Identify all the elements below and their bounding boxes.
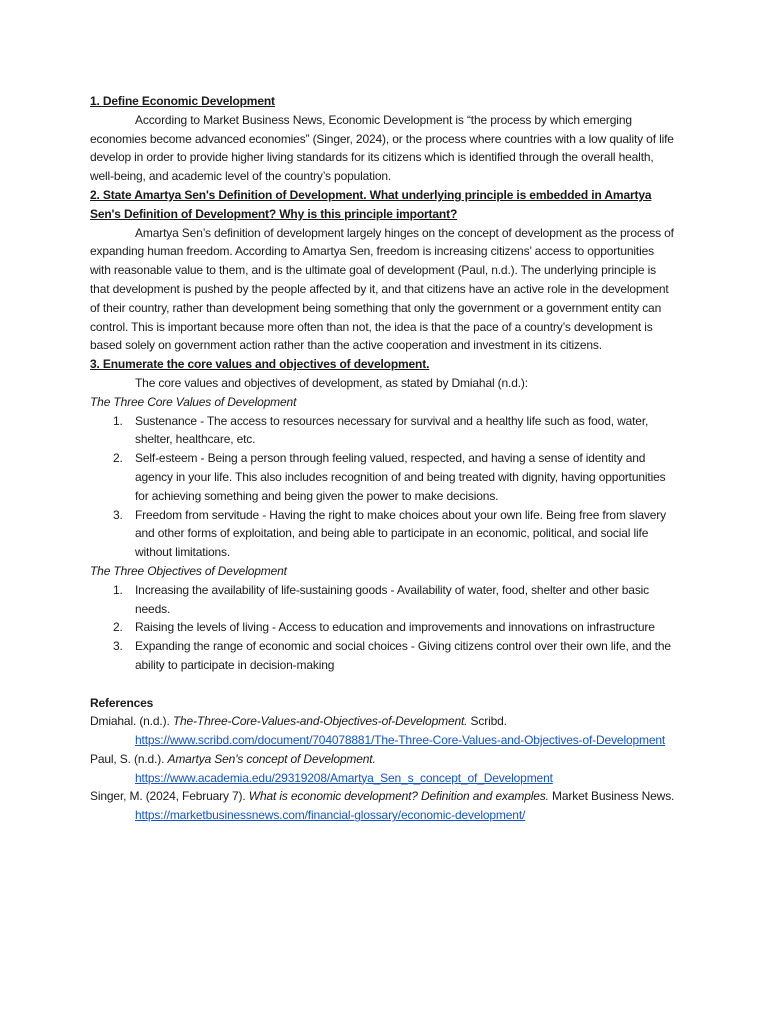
reference-publisher: Market Business News. (548, 789, 675, 804)
list-item-text: Raising the levels of living - Access to education and improvements and innovations on infrastructure (135, 620, 655, 635)
document-page (90, 92, 676, 825)
list-number: 3. (113, 639, 123, 654)
core-values-list (90, 412, 676, 562)
reference-author: Dmiahal. (n.d.). (90, 714, 173, 729)
reference-title: The-Three-Core-Values-and-Objectives-of-Development. (172, 714, 468, 729)
reference-publisher: Scribd. (467, 714, 507, 729)
list-number: 1. (113, 413, 123, 428)
objectives-list (90, 581, 676, 675)
reference-entry (90, 712, 676, 750)
list-item (113, 506, 676, 562)
list-item-text: Expanding the range of economic and social choices - Giving citizens control over their own life, and the ability to participate in decision-making (135, 639, 671, 672)
list-item (113, 412, 676, 450)
list-number: 2. (113, 451, 123, 466)
list-item-text: Self-esteem - Being a person through feeling valued, respected, and having a sense of identity and agency in your life. This also includes recognition of and being treated with dignity, having opportunities for achieving something and being given the power to make decisions. (135, 451, 666, 503)
list-number: 3. (113, 507, 123, 522)
reference-title: What is economic development? Definition and examples. (248, 789, 549, 804)
list-item-text: Increasing the availability of life-sustaining goods - Availability of water, food, shelter and other basic needs. (135, 582, 650, 616)
list-item (113, 618, 676, 637)
reference-entry (90, 750, 676, 788)
section-3-intro: The core values and objectives of development, as stated by Dmiahal (n.d.): (135, 375, 528, 390)
list-item-text: Freedom from servitude - Having the right to make choices about your own life. Being free from slavery and other forms of exploitation, and being able to participate in an economic, political, and social life without limitations. (135, 507, 666, 560)
list-item (113, 581, 676, 619)
references-title: References (90, 695, 154, 710)
reference-link[interactable]: https://www.scribd.com/document/704078881/The-Three-Core-Values-and-Objectives-of-Development (135, 733, 666, 748)
reference-title: Amartya Sen's concept of Development. (167, 751, 376, 766)
section-1-paragraph: According to Market Business News, Economic Development is “the process by which emerging economies become advanced economies” (Singer, 2024), or the process where countries with a low quality of life develop in order to provide higher living standards for its citizens which is identified through the overall health, well-being, and academic level of the country’s population. (90, 112, 674, 184)
objectives-title: The Three Objectives of Development (90, 563, 287, 578)
section-2-paragraph: Amartya Sen’s definition of development largely hinges on the concept of development as the process of expanding human freedom. According to Amartya Sen, freedom is increasing citizens’ access to opportunities with reasonable value to them, and is the ultimate goal of development (Paul, n.d.). The underlying principle is that development is pushed by the people affected by it, and that citizens have an active role in the development of their country, rather than development being something that only the government or a government entity can control. This is important because more often than not, the idea is that the pace of a country’s development is based solely on government action rather than the active cooperation and investment in its citizens. (90, 225, 674, 353)
reference-author: Paul, S. (n.d.). (90, 751, 168, 766)
list-item (113, 449, 676, 505)
section-1-heading: 1. Define Economic Development (90, 94, 275, 108)
section-2-heading: 2. State Amartya Sen's Definition of Development. What underlying principle is embedded in Amartya Sen's Definition of Development? Why is this principle important? (90, 187, 652, 221)
reference-entry (90, 787, 676, 825)
list-number: 1. (113, 582, 123, 597)
list-item (113, 637, 676, 675)
reference-author: Singer, M. (2024, February 7). (90, 789, 249, 804)
reference-link[interactable]: https://marketbusinessnews.com/financial-glossary/economic-development/ (135, 808, 526, 823)
core-values-title: The Three Core Values of Development (90, 394, 297, 409)
section-3-heading: 3. Enumerate the core values and objectives of development. (90, 357, 430, 372)
reference-link[interactable]: https://www.academia.edu/29319208/Amartya_Sen_s_concept_of_Development (135, 770, 553, 785)
list-item-text: Sustenance - The access to resources necessary for survival and a healthy life such as food, water, shelter, healthcare, etc. (135, 413, 649, 447)
list-number: 2. (113, 620, 123, 635)
